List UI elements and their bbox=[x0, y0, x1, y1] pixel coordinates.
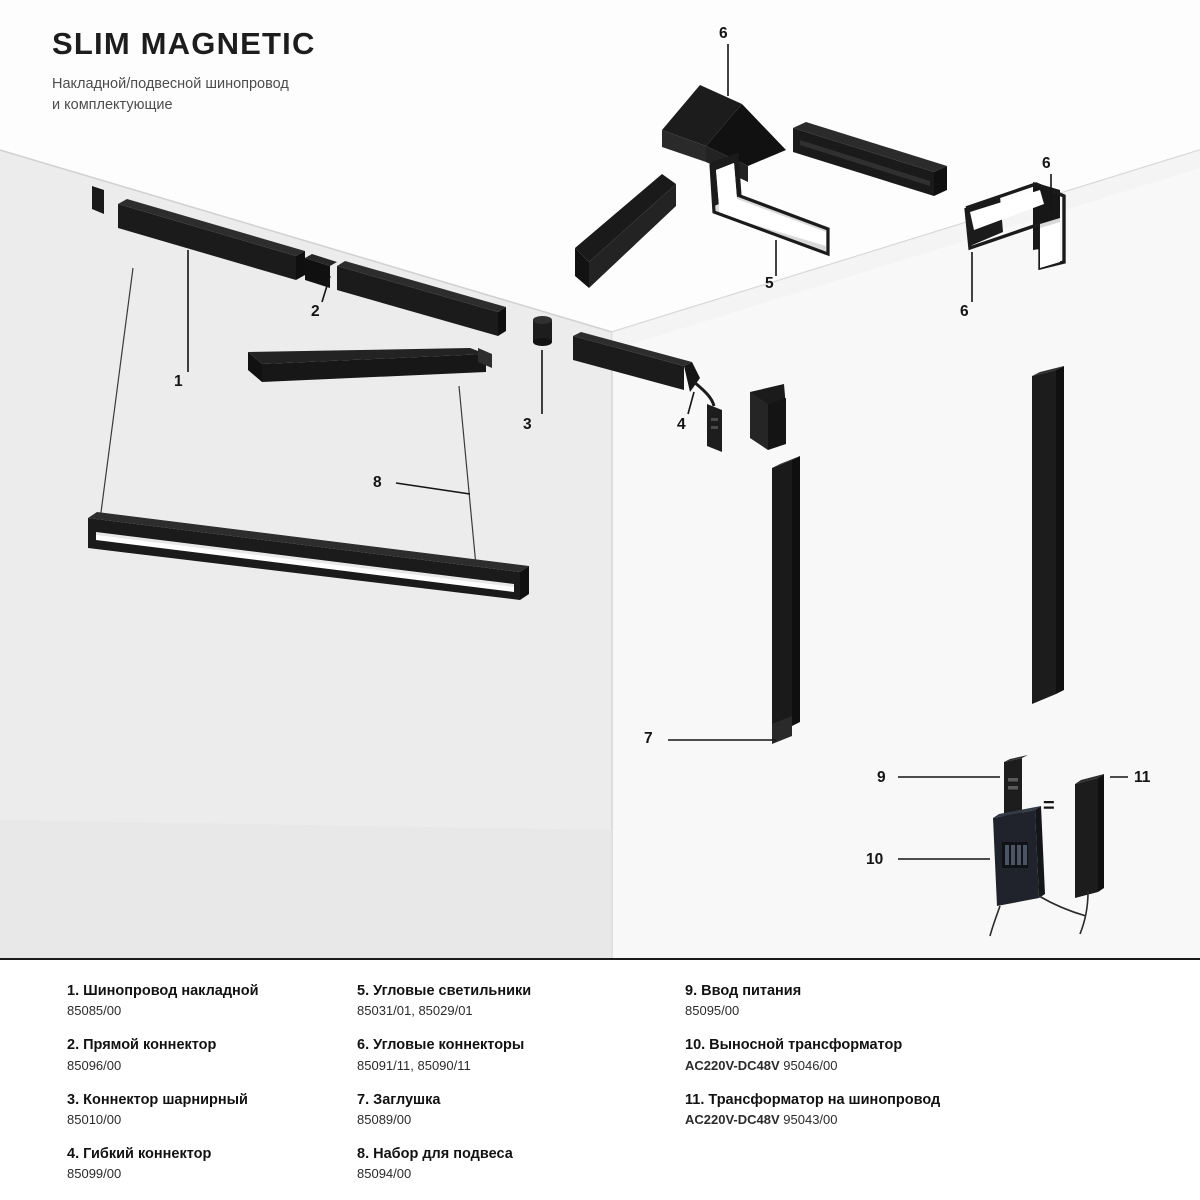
legend-item-10-code: 95046/00 bbox=[779, 1057, 838, 1073]
legend-item-6-code: 85091/11, 85090/11 bbox=[357, 1057, 471, 1073]
legend-item-11-code: 95043/00 bbox=[779, 1111, 838, 1127]
title-block bbox=[52, 26, 472, 117]
callout-11: 11 bbox=[1134, 769, 1151, 786]
legend-item-9 bbox=[685, 982, 1200, 1019]
callout-1: 1 bbox=[174, 373, 183, 390]
legend-item-9-code: 85095/00 bbox=[685, 1003, 740, 1019]
legend bbox=[0, 958, 1200, 1200]
callout-3: 3 bbox=[523, 416, 532, 433]
legend-item-3-title: 3. Коннектор шарнирный bbox=[67, 1091, 248, 1108]
legend-column-2 bbox=[357, 960, 685, 1200]
legend-item-5 bbox=[357, 982, 685, 1019]
legend-item-4-title: 4. Гибкий коннектор bbox=[67, 1146, 212, 1163]
legend-item-11-title: 11. Трансформатор на шинопровод bbox=[685, 1091, 941, 1108]
legend-item-3 bbox=[67, 1091, 357, 1128]
corner-connector-mid bbox=[750, 384, 786, 450]
callout-9: 9 bbox=[877, 769, 886, 786]
legend-item-11 bbox=[685, 1091, 1200, 1128]
callout-5: 5 bbox=[765, 275, 774, 292]
legend-item-1-code: 85085/00 bbox=[67, 1003, 122, 1019]
callout-10: 10 bbox=[866, 851, 884, 868]
legend-item-10-voltage: AC220V-DC48V bbox=[685, 1057, 780, 1073]
legend-column-3 bbox=[685, 960, 1200, 1200]
subtitle-line-2: и комплектующие bbox=[52, 97, 173, 114]
wall-track-with-endcap bbox=[772, 456, 800, 744]
legend-item-2-title: 2. Прямой коннектор bbox=[67, 1037, 217, 1054]
legend-item-8 bbox=[357, 1145, 685, 1182]
legend-item-3-code: 85010/00 bbox=[67, 1111, 122, 1127]
callout-6-wall: 6 bbox=[960, 303, 969, 320]
legend-item-10-code-line bbox=[685, 1058, 1200, 1074]
legend-item-7-title: 7. Заглушка bbox=[357, 1091, 441, 1108]
legend-item-9-title: 9. Ввод питания bbox=[685, 983, 802, 999]
legend-item-10-title: 10. Выносной трансформатор bbox=[685, 1037, 903, 1054]
legend-item-5-title: 5. Угловые светильники bbox=[357, 983, 532, 999]
legend-item-11-code-line bbox=[685, 1112, 1200, 1128]
legend-item-4 bbox=[67, 1145, 357, 1182]
legend-item-7 bbox=[357, 1091, 685, 1128]
legend-item-6-title: 6. Угловые коннекторы bbox=[357, 1037, 525, 1054]
hinged-connector bbox=[533, 316, 552, 346]
legend-column-1 bbox=[0, 960, 357, 1200]
callout-2: 2 bbox=[311, 303, 320, 320]
legend-item-2 bbox=[67, 1036, 357, 1073]
page-subtitle bbox=[52, 74, 472, 118]
callout-6-top: 6 bbox=[719, 25, 728, 42]
legend-item-1-title: 1. Шинопровод накладной bbox=[67, 983, 259, 999]
legend-item-11-voltage: AC220V-DC48V bbox=[685, 1111, 780, 1127]
legend-item-5-code: 85031/01, 85029/01 bbox=[357, 1003, 473, 1019]
subtitle-line-1: Накладной/подвесной шинопровод bbox=[52, 75, 289, 92]
equals-sign: = bbox=[1043, 795, 1055, 817]
wall-track-right bbox=[1032, 366, 1064, 704]
legend-item-8-title: 8. Набор для подвеса bbox=[357, 1146, 513, 1163]
callout-7: 7 bbox=[644, 730, 653, 747]
legend-item-2-code: 85096/00 bbox=[67, 1057, 122, 1073]
page-title: SLIM MAGNETIC bbox=[52, 26, 316, 61]
callout-8: 8 bbox=[373, 474, 382, 491]
legend-item-8-code: 85094/00 bbox=[357, 1166, 412, 1182]
legend-item-4-code: 85099/00 bbox=[67, 1166, 122, 1182]
callout-6-right: 6 bbox=[1042, 155, 1051, 172]
legend-item-7-code: 85089/00 bbox=[357, 1111, 412, 1127]
legend-item-10 bbox=[685, 1036, 1200, 1073]
legend-item-6 bbox=[357, 1036, 685, 1073]
legend-item-1 bbox=[67, 982, 357, 1019]
callout-4: 4 bbox=[677, 416, 686, 433]
